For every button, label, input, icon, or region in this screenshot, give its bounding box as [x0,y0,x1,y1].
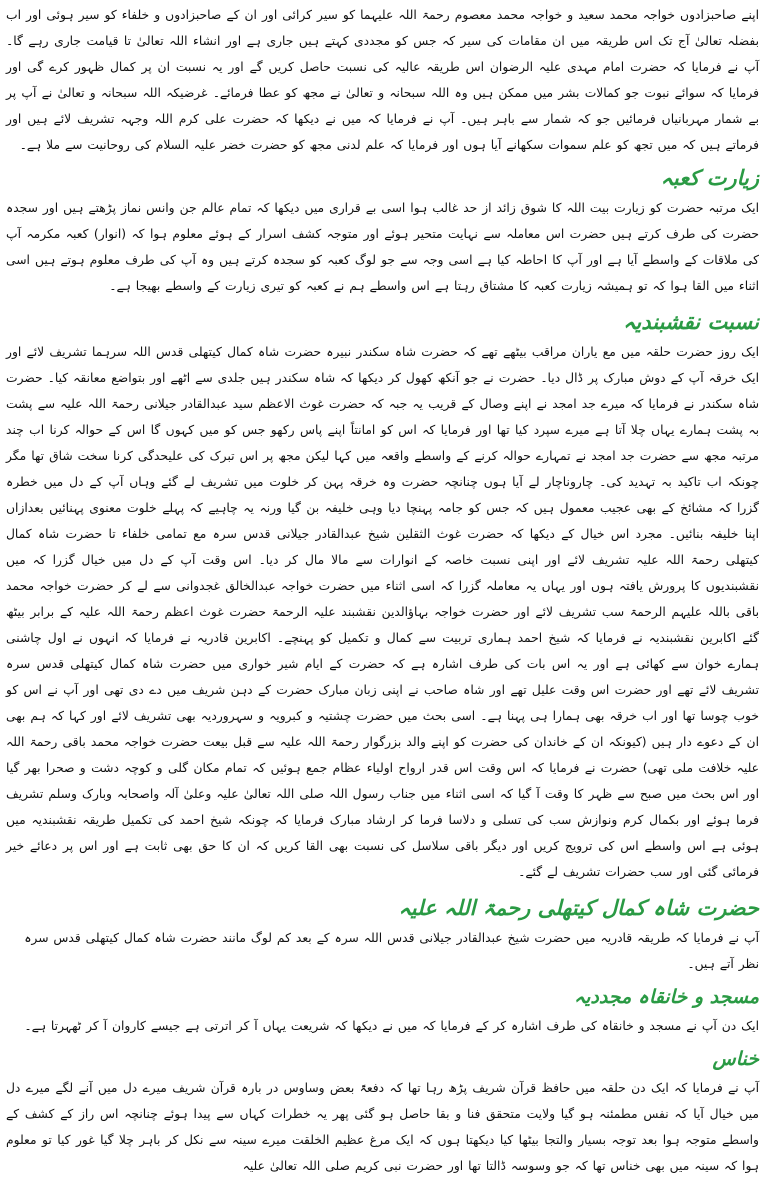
section-heading-shah-kamal: حضرت شاہ کمال کیتھلی رحمۃ اللہ علیہ [398,895,759,920]
intro-paragraph: اپنے صاحبزادوں خواجہ محمد سعید و خواجہ محمد معصوم رحمۃ اللہ علیہما کو سیر کرائی اور ان کے صاحبزادوں و خلفاء کو سیر ہوئی اور اب بفضلہ تعالیٰ آج تک اس طریقہ میں ان مقامات کی سیر کہ جس کو مجددی کہتے ہیں جاری ہے اور انشاء اللہ تعالیٰ تا قیامت جاری رہے گا۔ آپ نے فرمایا کہ حضرت امام مہدی علیہ الرضوان اس طریقہ عالیہ کی نسبت حاصل کریں گے اور یہ نسبت ان پر کمال ظہور کرے گی اور فرمایا کہ سوائے نبوت جو کمالات بشر میں ممکن ہیں وہ اللہ سبحانہ و تعالیٰ نے مجھ کو عطا فرمائے۔ غرضیکہ اللہ سبحانہ و تعالیٰ نے آپ پر بے شمار مہربانیاں فرمائیں جو کہ شمار سے باہر ہیں۔ آپ نے فرمایا کہ میں نے دیکھا کہ حضرت علی کرم اللہ وجہہ تشریف لائے ہیں اور فرماتے ہیں کہ میں تجھ کو علم سموات سکھانے آیا ہوں اور فرمایا کہ علم لدنی مجھ کو حضرت خضر علیہ السلام کی روحانیت سے ملا ہے۔ [6,8,759,152]
section-heading-nisbat-naqshbandiya: نسبت نقشبندیہ [623,309,759,334]
section-paragraph-nisbat-naqshbandiya: ایک روز حضرت حلقہ میں مع یاران مراقب بیٹھے تھے کہ حضرت شاہ سکندر نبیرہ حضرت شاہ کمال کیتھلی قدس اللہ سرہما تشریف لائے اور ایک خرقہ آپ کے دوش مبارک پر ڈال دیا۔ حضرت نے جو آنکھ کھول کر دیکھا کہ شاہ سکندر ہیں جلدی سے اٹھے اور بتواضع معانقہ کیا۔ حضرت شاہ سکندر نے فرمایا کہ میرے جد امجد نے اپنے وصال کے قریب یہ جبہ کہ حضرت غوث الاعظم سید عبدالقادر جیلانی رحمۃ اللہ علیہ سے پشت بہ پشت ہمارے یہاں چلا آتا ہے میرے سپرد کیا تھا اور فرمایا کہ اس کو امانتاً اپنے پاس رکھو جس کو میں کہوں گا اس کے حوالہ کرنا اب چند مرتبہ مجھ سے حضرت جد امجد نے تمہارے حوالہ کرنے کے واسطے واقعہ میں کہا لیکن مجھ پر اس تبرک کی علیحدگی کرنا سخت شاق تھا مگر چونکہ اب تاکید بہ تہدید کی۔ چاروناچار لے آیا ہوں چنانچہ حضرت وہ خرقہ پہن کر خلوت میں تشریف لے گئے وہاں آپ کے دل میں خطرہ گزرا کہ مشائخ کے بھی عجیب معمول ہیں کہ جس کو جامہ پہنچا دیا وہی خلیفہ بن گیا ورنہ یہ چاہیے کہ پہلے خلوت معنوی پہنائیں بعدازاں اپنا خلیفہ بنائیں۔ مجرد اس خیال کے دیکھا کہ حضرت غوث الثقلین شیخ عبدالقادر جیلانی قدس سرہ مع تمامی خلفاء تا حضرت شاہ کمال کیتھلی رحمۃ اللہ علیہ تشریف لائے اور اپنی نسبت خاصہ کے انوارات سے مالا مال کر دیا۔ اس وقت آپ کے دل میں خیال گزرا کہ میں نقشبندیوں کا پرورش یافتہ ہوں اور یہاں یہ معاملہ گزرا کہ اسی اثناء میں حضرت خواجہ عبدالخالق غجدوانی سے لے کر حضرت خواجہ محمد باقی باللہ علیہم الرحمۃ سب تشریف لائے اور حضرت خواجہ بہاؤالدین نقشبند علیہ الرحمۃ حضرت غوث اعظم رحمۃ اللہ علیہ کے برابر بیٹھ گئے اکابرین نقشبندیہ نے فرمایا کہ شیخ احمد ہماری تربیت سے کمال و تکمیل کو پہنچے۔ اکابرین قادریہ نے فرمایا کہ انہوں نے اول چاشنی ہمارے خوان سے کھائی ہے اور یہ اس بات کی طرف اشارہ ہے کہ حضرت کے ایام شیر خواری میں حضرت شاہ کمال کیتھلی قدس سرہ تشریف لائے تھے اور حضرت اس وقت علیل تھے اور شاہ صاحب نے اپنی زبان مبارک حضرت کے دہن شریف میں دے دی تھی اور آپ نے اس کو خوب چوسا تھا اور اب خرقہ بھی ہمارا ہی پہنا ہے۔ اسی بحث میں حضرت چشتیہ و کبرویہ و سہروردیہ بھی تشریف لائے اور کہا کہ ہم بھی ان کے دعوے دار ہیں (کیونکہ ان کے خاندان کی حضرت کو اپنے والد بزرگوار رحمۃ اللہ علیہ سے قبل بیعت حضرت خواجہ محمد باقی رحمۃ اللہ علیہ خلافت ملی تھی) حضرت نے فرمایا کہ اس وقت اس قدر ارواح اولیاء عظام جمع ہوئیں کہ تمام مکان گلی و کوچہ دشت و صحرا بھر گیا اور اس بحث میں صبح سے ظہر کا وقت آ گیا کہ اسی اثناء میں جناب رسول اللہ صلی اللہ تعالیٰ علیہ وعلیٰ آلہ واصحابہ وبارک وسلم تشریف فرما ہوئے اور بکمال کرم ونوازش سب کی تسلی و دلاسا فرما کر ارشاد مبارک فرمایا کہ چونکہ شیخ احمد کی تکمیل طریقہ نقشبندیہ میں ہوئی ہے اس واسطے اس کی ترویج کریں اور دیگر باقی سلاسل کی نسبت بھی القا کریں کہ ان کا حق بھی ثابت ہے اور اس پر دعائے خیر فرمائی گئی اور سب حضرات تشریف لے گئے۔ [6,345,759,879]
section-paragraph-masjid-khanqah: ایک دن آپ نے مسجد و خانقاہ کی طرف اشارہ کر کے فرمایا کہ میں نے دیکھا کہ شریعت یہاں آ کر اترتی ہے جیسے کاروان آ کر ٹھہرتا ہے۔ [24,1019,759,1033]
section-heading-ziyarat-kaaba: زیارت کعبہ [660,165,759,190]
section-paragraph-shah-kamal: آپ نے فرمایا کہ طریقہ قادریہ میں حضرت شیخ عبدالقادر جیلانی قدس اللہ سرہ کے بعد کم لوگ مانند حضرت شاہ کمال کیتھلی قدس سرہ نظر آتے ہیں۔ [24,931,759,971]
section-heading-khannas: خناس [712,1048,759,1070]
section-heading-masjid-khanqah: مسجد و خانقاہ مجددیہ [573,986,759,1008]
section-paragraph-khannas: آپ نے فرمایا کہ ایک دن حلقہ میں حافظ قرآن شریف پڑھ رہا تھا کہ دفعۃً بعض وساوس در بارہ قرآن شریف میرے دل میں آنے لگے میرے دل میں خیال آیا کہ نفس مطمئنہ ہو گیا ولایت متحقق فنا و بقا حاصل ہو گئی پھر یہ خطرات کہاں سے پیدا ہوئے چنانچہ اس راز کے کشف کے واسطے متوجہ ہوا بعد توجہ بسیار والتجا بیٹھا کیا دیکھتا ہوں کہ ایک مرغ عظیم الخلقت میرے سینہ سے نکل کر باہر چلا گیا غور کیا تو معلوم ہوا کہ سینہ میں بھی خناس تھا کہ جو وسوسہ ڈالتا تھا اور حضرت نبی کریم صلی اللہ تعالیٰ علیہ [6,1081,759,1173]
section-paragraph-ziyarat-kaaba: ایک مرتبہ حضرت کو زیارت بیت اللہ کا شوق زائد از حد غالب ہوا اسی بے قراری میں دیکھا کہ تمام عالم جن وانس نماز پڑھتے ہیں اور سجدہ حضرت کی طرف کرتے ہیں حضرت اس معاملہ سے نہایت متحیر ہوئے اور متوجہ کشف اسرار کے ہوئے معلوم ہوا کہ (انوار) کعبہ مکرمہ آپ کی ملاقات کے واسطے آیا ہے اور آپ کا احاطہ کیا ہے اسی وجہ سے جو لوگ کعبہ کو سجدہ کرتے ہیں وہ آپ کی طرف معلوم ہوتے ہیں اسی اثناء میں القا ہوا کہ تو ہمیشہ زیارت کعبہ کا مشتاق رہتا ہے اس واسطے ہم نے کعبہ کو تیری زیارت کے واسطے بھیجا ہے۔ [6,201,759,293]
